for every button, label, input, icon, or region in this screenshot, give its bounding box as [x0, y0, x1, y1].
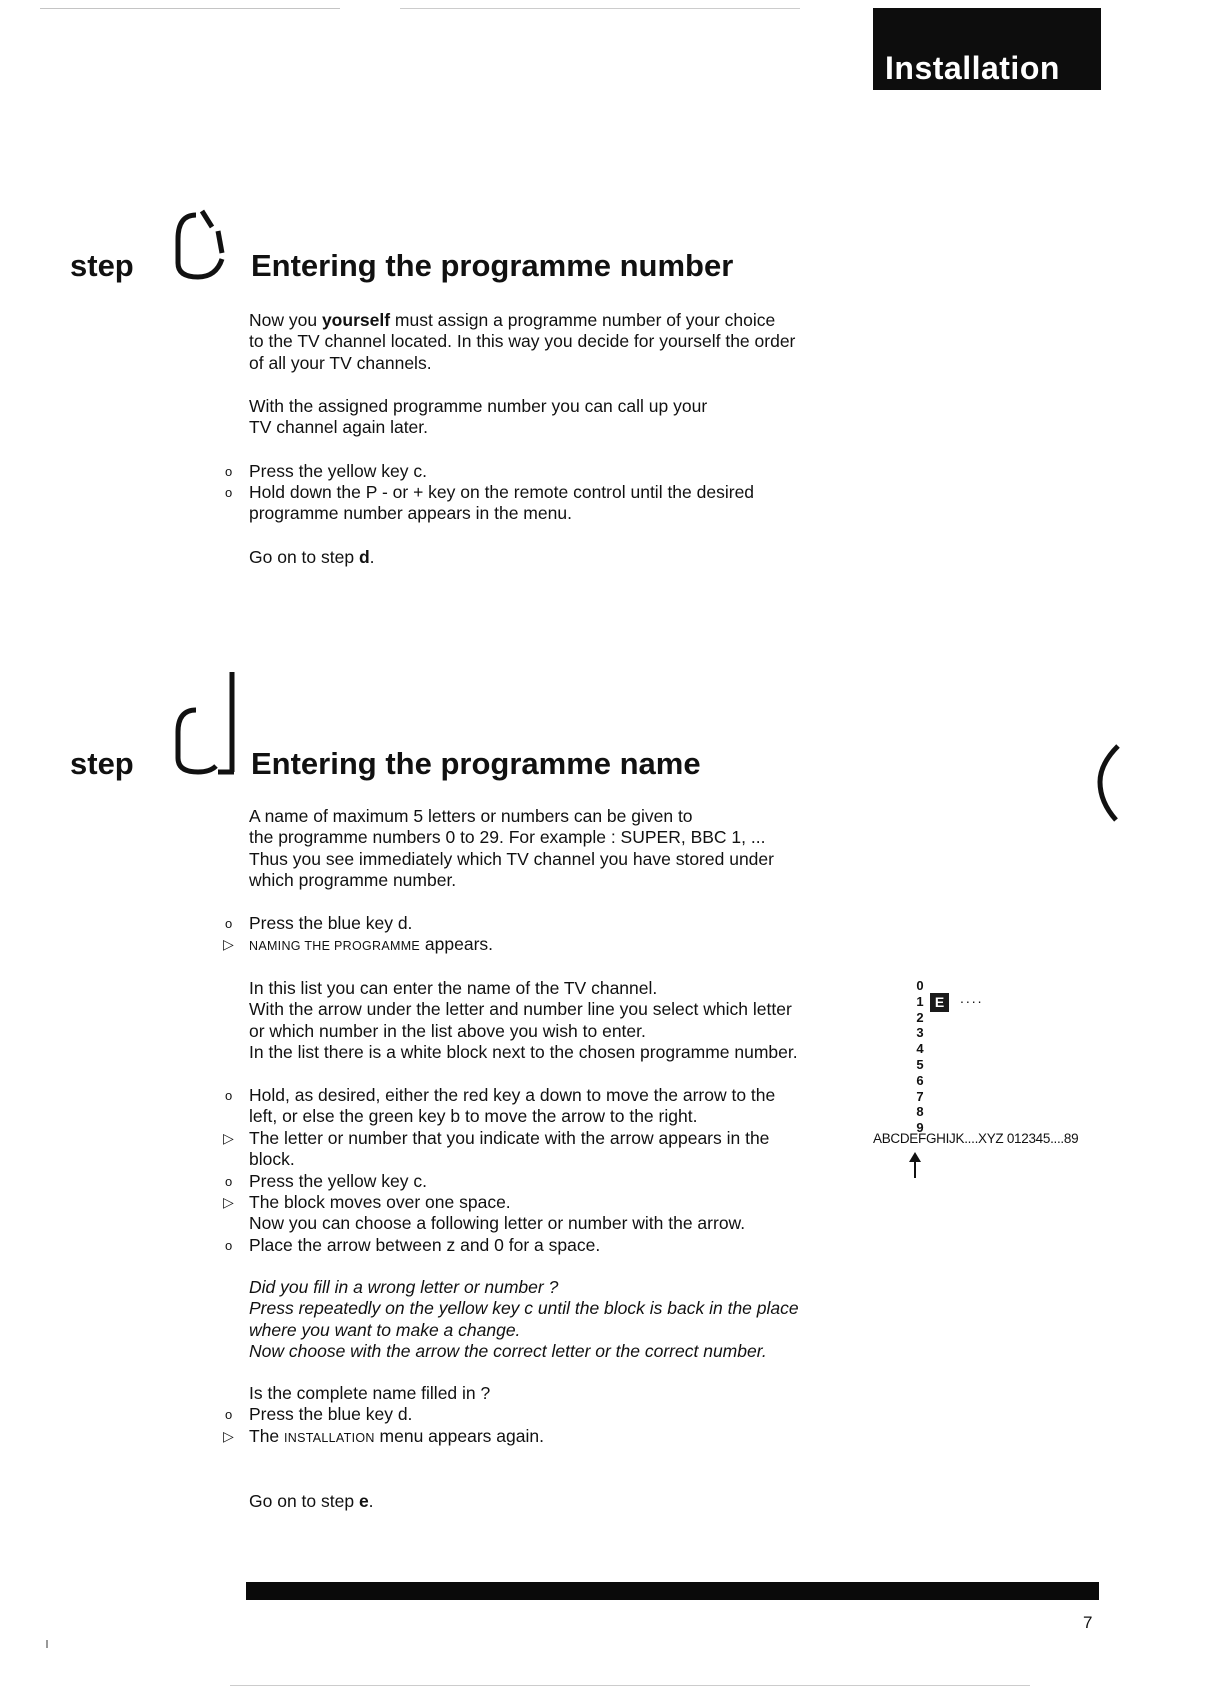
programme-number: 3 [916, 1025, 924, 1041]
programme-number: 0 [916, 978, 924, 993]
goto-text: . [369, 547, 375, 567]
instruction-text: Press the yellow key c. [249, 1170, 427, 1191]
step-c-word: step [70, 248, 134, 283]
step-c-bullet [225, 482, 889, 525]
intro-text: which programme number. [249, 870, 457, 891]
scan-artifact [230, 1685, 1030, 1686]
instruction-text: block. [249, 1149, 295, 1170]
step-d-instructions [223, 1085, 889, 1256]
bullet-text: programme number appears in the menu. [249, 503, 572, 524]
circle-bullet-icon: o [225, 1407, 233, 1423]
circle-bullet-icon: o [225, 1237, 233, 1253]
result-text: menu appears again. [374, 1425, 544, 1446]
note-text: Press repeatedly on the yellow key c until the block is back in the place [249, 1298, 799, 1319]
step-d-title: Entering the programme name [251, 746, 701, 781]
intro-text: A name of maximum 5 letters or numbers can be given to [249, 806, 693, 826]
name-placeholder: .... [960, 990, 984, 1006]
instruction-item [225, 1170, 889, 1192]
goto-text: Go on to step [249, 547, 359, 567]
note-text: Now choose with the arrow the correct letter or the correct number. [249, 1341, 767, 1362]
triangle-arrow-icon: ▷ [223, 936, 234, 952]
wrong-letter-note [249, 1277, 889, 1363]
question-text: Is the complete name filled in ? [249, 1383, 491, 1403]
bullet-text: Hold down the P - or + key on the remote control until the desired [249, 482, 755, 502]
footer-bar [246, 1582, 1099, 1600]
circle-bullet-icon: o [225, 1088, 233, 1103]
step-d-intro [249, 806, 889, 892]
programme-number: 7 [916, 1088, 924, 1104]
instruction-item [223, 1192, 889, 1235]
name-entry-block: E [930, 993, 949, 1012]
bullet-text: Press the yellow key c. [249, 461, 427, 481]
goto-step-letter: e [358, 1491, 369, 1511]
step-d-result [223, 934, 889, 957]
intro-text: to the TV channel located. In this way you decide for yourself the order [249, 331, 796, 352]
instruction-item [225, 1234, 889, 1256]
page-number: 7 [1083, 1613, 1093, 1632]
step-d-bullet [225, 913, 889, 934]
step-c-goto [249, 547, 375, 568]
bullet-text: Press the blue key d. [249, 913, 413, 933]
instruction-item [223, 1127, 889, 1171]
section-tab [873, 8, 1101, 90]
step-c-letter-glyph [160, 205, 238, 285]
note-text: Did you fill in a wrong letter or number ? [249, 1277, 559, 1297]
intro-text: With the assigned programme number you can call up your [249, 396, 708, 416]
step-c-intro [249, 310, 889, 374]
circle-bullet-icon: o [225, 916, 233, 931]
step-c-intro-2 [249, 396, 889, 439]
instruction-text: The letter or number that you indicate with the arrow appears in the [249, 1127, 770, 1148]
instruction-item [225, 1085, 889, 1128]
instruction-text: Now you can choose a following letter or number with the arrow. [249, 1213, 746, 1234]
step-d-list-info [249, 978, 889, 1064]
step-c-title: Entering the programme number [251, 248, 734, 283]
goto-step-letter: d [358, 547, 370, 567]
menu-name: NAMING THE PROGRAMME [249, 939, 421, 953]
section-tab-label: Installation [885, 50, 1060, 86]
programme-number: 4 [916, 1041, 924, 1057]
result-text: The [249, 1425, 285, 1446]
programme-number: 9 [916, 1120, 924, 1136]
programme-number: 6 [916, 1072, 924, 1088]
scan-artifact [46, 1640, 48, 1648]
circle-bullet-icon: o [225, 464, 233, 479]
triangle-arrow-icon: ▷ [223, 1427, 234, 1444]
step-c-bullet [225, 461, 889, 482]
goto-text: Go on to step [249, 1491, 359, 1511]
intro-text: of all your TV channels. [249, 352, 432, 373]
bullet-text: Press the blue key d. [249, 1404, 413, 1425]
complete-name-block [223, 1383, 889, 1449]
intro-text: Thus you see immediately which TV channel you have stored under [249, 848, 774, 869]
programme-number: 2 [916, 1009, 924, 1025]
note-text: where you want to make a change. [249, 1319, 521, 1340]
programme-number: 5 [916, 1056, 924, 1072]
programme-number: 1 [916, 993, 924, 1009]
intro-text: the programme numbers 0 to 29. For example : SUPER, BBC 1, ... [249, 827, 766, 848]
instruction-text: Hold, as desired, either the red key a down to move the arrow to the [249, 1085, 776, 1105]
selection-arrow-icon [907, 1150, 923, 1180]
goto-text: . [368, 1491, 374, 1511]
margin-bracket-mark [1094, 742, 1124, 822]
triangle-arrow-icon: ▷ [223, 1129, 234, 1146]
info-text: With the arrow under the letter and number line you select which letter [249, 999, 792, 1020]
menu-name: INSTALLATION [284, 1430, 375, 1445]
result-text: appears. [420, 934, 494, 954]
scan-artifact [40, 8, 340, 9]
info-text: In this list you can enter the name of the TV channel. [249, 978, 658, 998]
triangle-arrow-icon: ▷ [223, 1194, 234, 1211]
scan-artifact [400, 8, 800, 9]
instruction-text: Place the arrow between z and 0 for a space. [249, 1234, 601, 1255]
circle-bullet-icon: o [225, 1173, 233, 1189]
intro-text: TV channel again later. [249, 417, 429, 438]
instruction-text: left, or else the green key b to move the arrow to the right. [249, 1106, 698, 1127]
programme-number: 8 [916, 1104, 924, 1120]
step-d-letter-glyph [160, 668, 240, 780]
info-text: or which number in the list above you wish to enter. [249, 1020, 646, 1041]
programme-number-column [913, 978, 927, 1136]
character-line: ABCDEFGHIJK....XYZ 012345....89 [873, 1131, 1079, 1146]
intro-emphasis: yourself [321, 310, 391, 330]
circle-bullet-icon: o [225, 485, 233, 500]
info-text: In the list there is a white block next to the chosen programme number. [249, 1042, 798, 1063]
step-d-word: step [70, 746, 134, 781]
step-d-goto [249, 1491, 374, 1512]
intro-text: must assign a programme number of your choice [390, 310, 776, 330]
instruction-text: The block moves over one space. [249, 1192, 511, 1213]
intro-text: Now you [249, 310, 322, 330]
